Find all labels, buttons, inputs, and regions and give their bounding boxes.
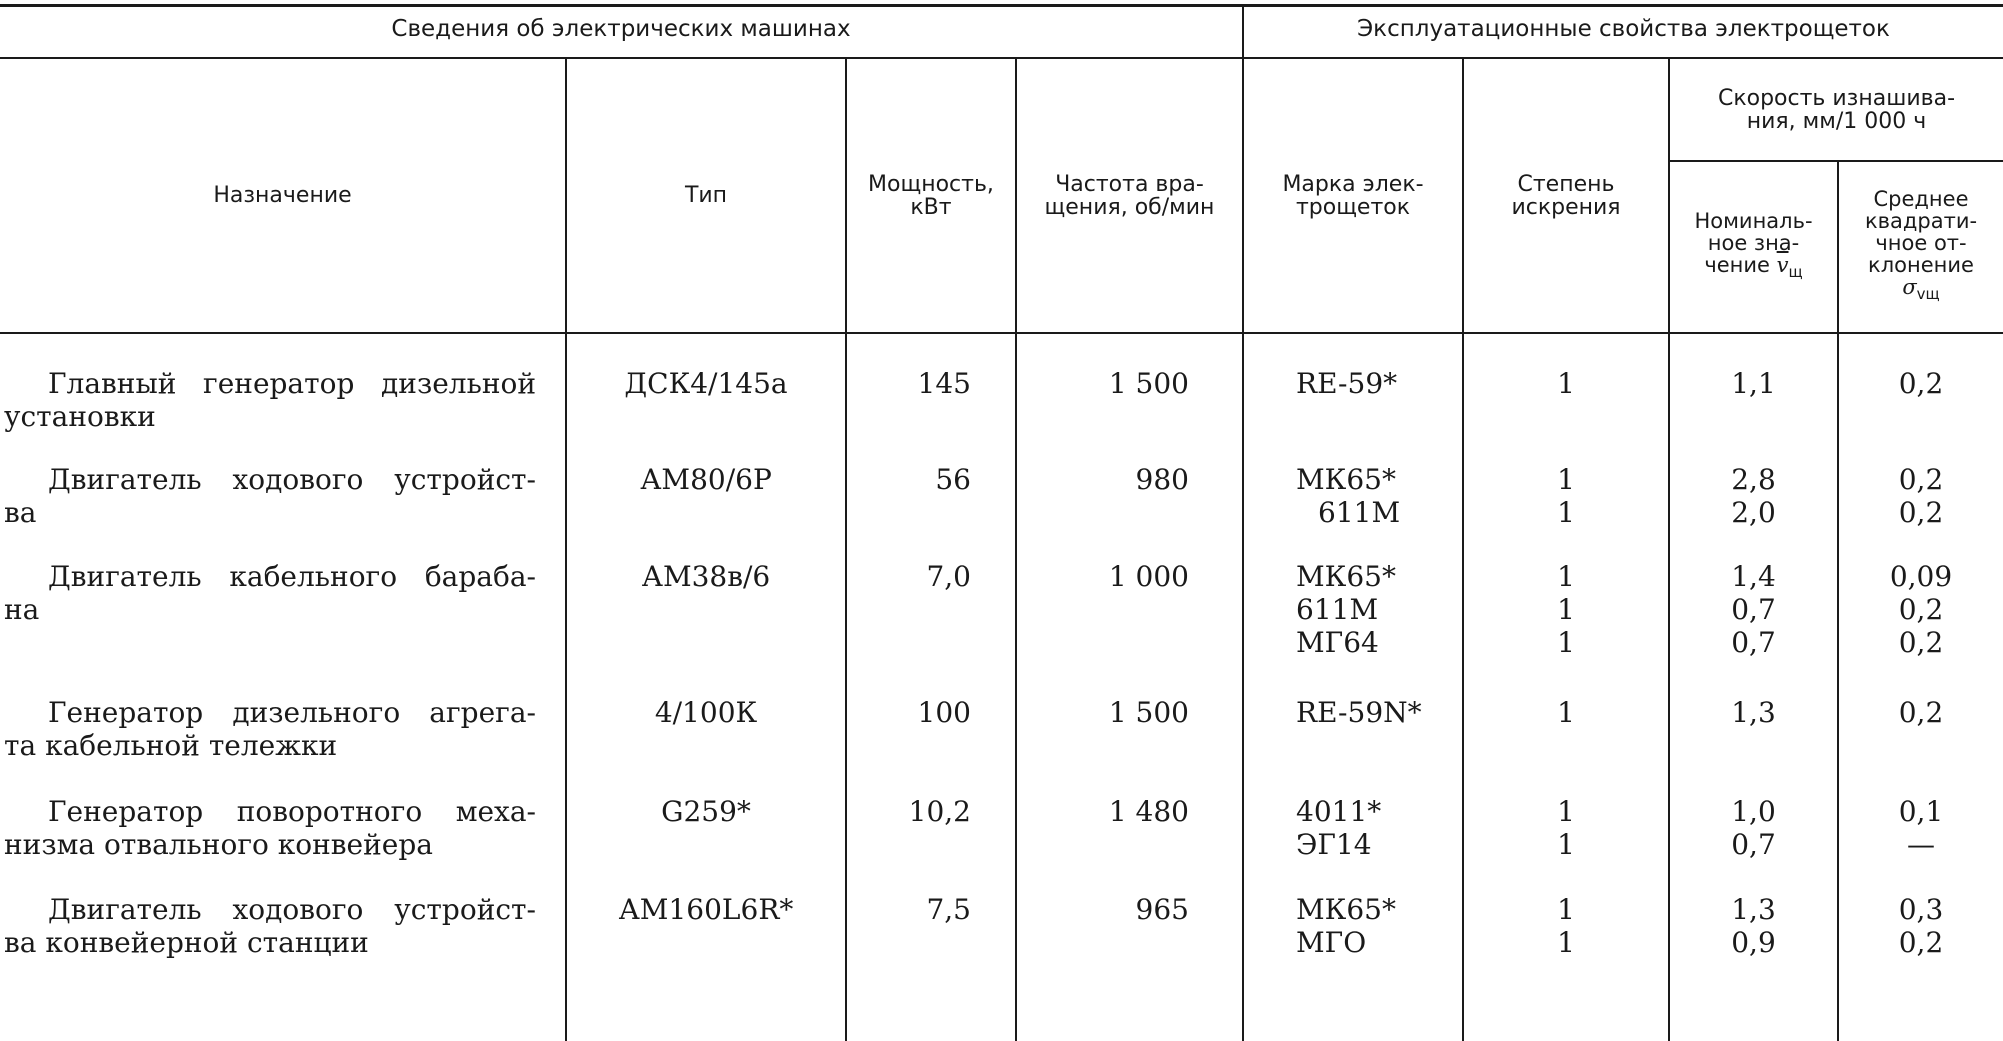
cell-line: 0,7	[1731, 828, 1776, 861]
cell-power: 145	[917, 367, 971, 400]
cell-line: 0,2	[1898, 926, 1944, 959]
cell-line: 0,9	[1731, 926, 1776, 959]
cell-power: 7,0	[926, 560, 971, 593]
cell-brand	[1296, 696, 1462, 729]
purpose-line: Двигатель кабельного бараба-	[48, 560, 536, 593]
cell-type: 4/100К	[654, 696, 758, 729]
cell-line: 4011*	[1296, 795, 1382, 828]
header-bottom-rule	[0, 332, 2003, 334]
cell-line: 1,3	[1731, 696, 1776, 729]
purpose-line: на	[4, 593, 40, 626]
cell-line: 1,1	[1731, 367, 1776, 400]
cell-line: 1	[1557, 696, 1575, 729]
cell-brand	[1296, 367, 1462, 400]
header-nominal-value: Номиналь- ное зна- чение $\overline{v}_щ$	[1694, 209, 1813, 282]
cell-line: 1	[1557, 926, 1575, 959]
cell-nominal	[1670, 893, 1837, 959]
cell-line: 0,2	[1898, 496, 1944, 529]
cell-std	[1839, 795, 2003, 861]
purpose-line: ва	[4, 496, 37, 529]
group-header-machines: Сведения об электрических машинах	[391, 16, 851, 42]
cell-line: 1	[1557, 795, 1575, 828]
purpose-line: Двигатель ходового устройст-	[48, 463, 536, 496]
purpose-line: низма отвального конвейера	[4, 828, 433, 861]
nominal-symbol: $\overline{v}$	[1776, 253, 1789, 278]
cell-line: 1	[1557, 893, 1575, 926]
header-wear-rate: Скорость изнашива- ния, мм/1 000 ч	[1717, 85, 1956, 134]
cell-type: ДСК4/145а	[624, 367, 788, 400]
cell-line: МГО	[1296, 926, 1367, 959]
cell-brand	[1296, 893, 1462, 959]
cell-power: 7,5	[926, 893, 971, 926]
cell-line: 2,0	[1731, 496, 1776, 529]
cell-line: 1	[1557, 367, 1575, 400]
cell-power: 56	[935, 463, 971, 496]
cell-power: 100	[917, 696, 971, 729]
cell-type: АМ80/6Р	[640, 463, 772, 496]
purpose-line: Генератор дизельного агрега-	[48, 696, 536, 729]
cell-purpose	[4, 367, 536, 433]
cell-line: 0,3	[1898, 893, 1944, 926]
cell-std	[1839, 367, 2003, 400]
purpose-line: установки	[4, 400, 156, 433]
cell-speed: 980	[1135, 463, 1189, 496]
cell-line: RE-59N*	[1296, 696, 1422, 729]
cell-line: 0,7	[1731, 593, 1776, 626]
cell-purpose	[4, 696, 536, 762]
cell-line: 611М	[1296, 593, 1379, 626]
cell-line: 0,2	[1898, 367, 1944, 400]
table-top-rule	[0, 4, 2003, 7]
purpose-line: Главный генератор дизельной	[48, 367, 536, 400]
cell-line: ЭГ14	[1296, 828, 1372, 861]
cell-line: 0,2	[1898, 626, 1944, 659]
std-subscript: vщ	[1916, 285, 1940, 304]
cell-nominal	[1670, 560, 1837, 659]
cell-std	[1839, 696, 2003, 729]
cell-line: 0,7	[1731, 626, 1776, 659]
cell-spark	[1464, 463, 1668, 529]
header-std-deviation: Среднее квадрати- чное от- клонение $\sigma_{vщ}$	[1864, 187, 1978, 304]
cell-nominal	[1670, 367, 1837, 400]
cell-line: 1	[1557, 626, 1575, 659]
cell-speed: 1 000	[1108, 560, 1189, 593]
cell-std	[1839, 893, 2003, 959]
cell-brand	[1296, 795, 1462, 861]
cell-purpose	[4, 463, 536, 529]
group-header-brushes: Эксплуатационные свойства электрощеток	[1357, 16, 1890, 42]
cell-line: 1	[1557, 463, 1575, 496]
cell-line: 0,2	[1898, 593, 1944, 626]
cell-spark	[1464, 367, 1668, 400]
cell-spark	[1464, 893, 1668, 959]
cell-nominal	[1670, 696, 1837, 729]
header-purpose: Назначение	[213, 183, 352, 208]
purpose-line: Двигатель ходового устройст-	[48, 893, 536, 926]
cell-line: 1	[1557, 496, 1575, 529]
cell-line: —	[1907, 828, 1935, 861]
cell-line: 1,3	[1731, 893, 1776, 926]
cell-line: 0,2	[1898, 696, 1944, 729]
cell-purpose	[4, 795, 536, 861]
cell-type: АМ38в/6	[641, 560, 771, 593]
header-type: Тип	[684, 183, 728, 208]
cell-line: 1,0	[1731, 795, 1776, 828]
cell-purpose	[4, 893, 536, 959]
cell-speed: 1 500	[1108, 696, 1189, 729]
header-power: Мощность, кВт	[868, 171, 994, 220]
cell-line: 1	[1557, 560, 1575, 593]
cell-line: 611М	[1318, 496, 1401, 529]
cell-line: МГ64	[1296, 626, 1379, 659]
header-brush-brand: Марка элек- трощеток	[1282, 171, 1424, 220]
cell-std	[1839, 560, 2003, 659]
cell-line: МК65*	[1296, 560, 1396, 593]
cell-line: МК65*	[1296, 893, 1396, 926]
purpose-line: ва конвейерной станции	[4, 926, 369, 959]
purpose-line: Генератор поворотного меха-	[48, 795, 536, 828]
purpose-line: та кабельной тележки	[4, 729, 338, 762]
cell-line: МК65*	[1296, 463, 1396, 496]
cell-purpose	[4, 560, 536, 626]
cell-line: 2,8	[1731, 463, 1776, 496]
cell-line: 0,1	[1898, 795, 1944, 828]
cell-speed: 965	[1135, 893, 1189, 926]
cell-spark	[1464, 696, 1668, 729]
cell-spark	[1464, 560, 1668, 659]
cell-type: АМ160L6R*	[618, 893, 794, 926]
header-speed: Частота вра- щения, об/мин	[1044, 171, 1215, 220]
cell-speed: 1 500	[1108, 367, 1189, 400]
cell-std	[1839, 463, 2003, 529]
cell-line: RE-59*	[1296, 367, 1398, 400]
cell-line: 0,2	[1898, 463, 1944, 496]
cell-nominal	[1670, 795, 1837, 861]
cell-type: G259*	[661, 795, 751, 828]
nominal-subscript: щ	[1788, 263, 1803, 282]
cell-brand	[1296, 560, 1462, 659]
cell-speed: 1 480	[1108, 795, 1189, 828]
cell-nominal	[1670, 463, 1837, 529]
header-sparking: Степень искрения	[1511, 171, 1621, 220]
cell-line: 1	[1557, 593, 1575, 626]
cell-line: 1,4	[1731, 560, 1776, 593]
std-symbol: σ	[1902, 275, 1917, 300]
cell-line: 0,09	[1889, 560, 1953, 593]
cell-power: 10,2	[908, 795, 971, 828]
cell-brand	[1296, 463, 1462, 529]
cell-line: 1	[1557, 828, 1575, 861]
cell-spark	[1464, 795, 1668, 861]
